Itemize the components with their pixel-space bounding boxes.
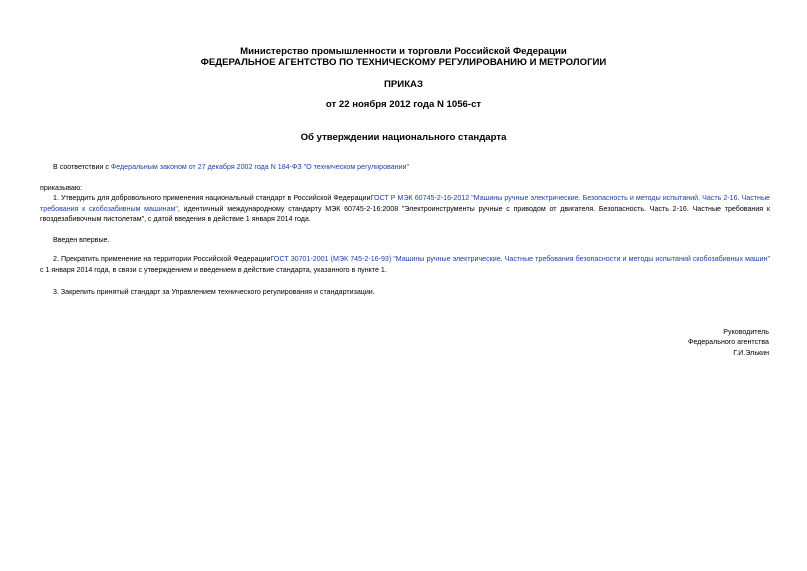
item-2-prefix: 2. Прекратить применение на территории Российской Федерации xyxy=(53,255,271,263)
item-2-suffix: с 1 января 2014 года, в связи с утверждением и введением в действие стандарта, указанного в пункте 1. xyxy=(40,265,387,274)
document-date-number: от 22 ноября 2012 года N 1056-ст xyxy=(325,99,482,110)
item-2-paragraph xyxy=(40,254,770,275)
intro-paragraph xyxy=(40,162,770,173)
document-subject: Об утверждении национального стандарта xyxy=(300,132,507,143)
gost-30701-link[interactable]: ГОСТ 30701-2001 (МЭК 745-2-16-93) "Машины ручные электрические. Частные требования безопасности и методы испытаний скобозабивных машин" xyxy=(270,255,771,263)
item-1-paragraph xyxy=(40,193,770,225)
first-time-note: Введен впервые. xyxy=(53,236,110,244)
gost-r-60745-link[interactable]: ГОСТ Р МЭК 60745-2-16-2012 "Машины ручные электрические. Безопасность и методы испытаний. Часть 2-16. Частные требования к скобозабивным машинам" xyxy=(40,194,770,213)
order-word: приказываю: xyxy=(40,184,83,192)
signature-title: Руководитель xyxy=(723,328,769,336)
signature-name: Г.И.Элькин xyxy=(733,349,769,357)
federal-law-link[interactable]: Федеральным законом от 27 декабря 2002 года N 184-ФЗ "О техническом регулировании" xyxy=(110,163,410,171)
item-1-prefix: 1. Утвердить для добровольного применения национальный стандарт в Российской Федерации xyxy=(53,194,371,202)
signature-agency: Федерального агентства xyxy=(687,338,769,346)
document-type: ПРИКАЗ xyxy=(384,79,423,90)
item-3-paragraph: 3. Закрепить принятый стандарт за Управлением технического регулирования и стандартизации. xyxy=(53,288,375,296)
agency-title: ФЕДЕРАЛЬНОЕ АГЕНТСТВО ПО ТЕХНИЧЕСКОМУ РЕГУЛИРОВАНИЮ И МЕТРОЛОГИИ xyxy=(200,57,607,68)
intro-prefix: В соответствии с xyxy=(53,163,111,171)
item-1-suffix: , идентичный международному стандарту МЭК 60745-2-16:2008 "Электроинструменты ручные с приводом от двигателя. Безопасность. Часть 2-16. Частные требования к гвоздезабивочным пистолетам", с датой введения в действие 1 января 2014 года. xyxy=(40,204,770,223)
ministry-title: Министерство промышленности и торговли Российской Федерации xyxy=(240,46,567,57)
